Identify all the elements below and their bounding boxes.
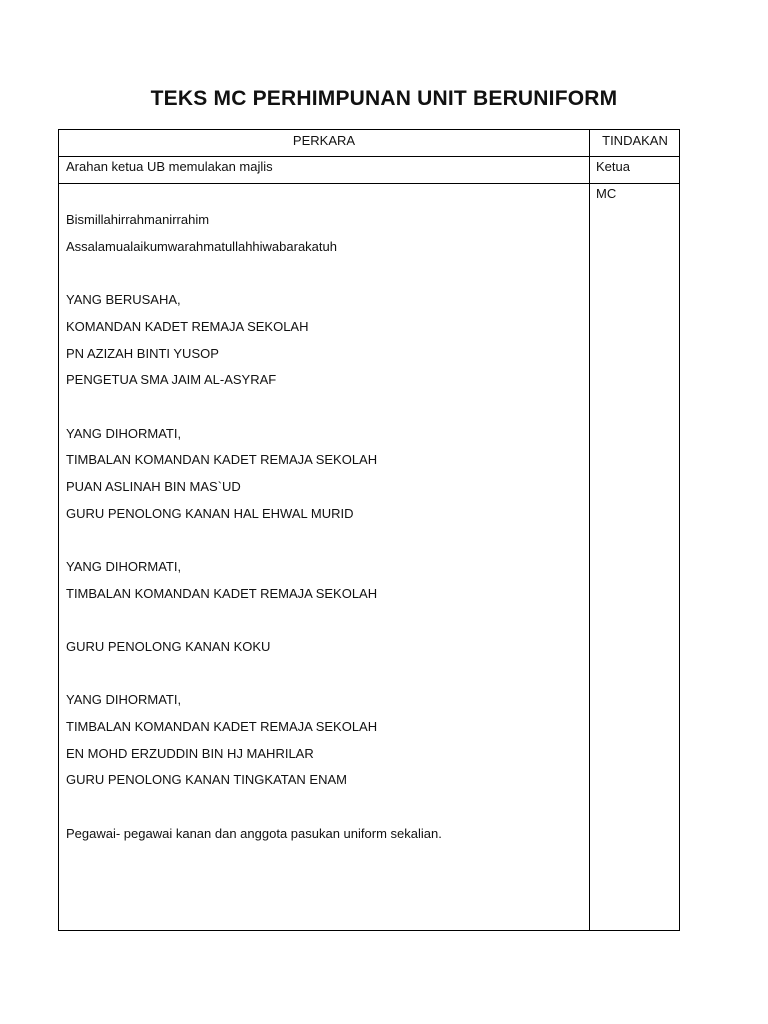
script-line-yang-dihormati-2: YANG DIHORMATI,	[66, 559, 182, 574]
script-line-gpk-tingkatan-enam: GURU PENOLONG KANAN TINGKATAN ENAM	[66, 772, 347, 787]
script-line-timbalan-1: TIMBALAN KOMANDAN KADET REMAJA SEKOLAH	[66, 452, 378, 467]
script-line-yang-dihormati-1: YANG DIHORMATI,	[66, 426, 182, 441]
header-perkara: PERKARA	[292, 133, 356, 148]
script-line-name-azizah: PN AZIZAH BINTI YUSOP	[66, 346, 219, 361]
script-line-timbalan-3: TIMBALAN KOMANDAN KADET REMAJA SEKOLAH	[66, 719, 378, 734]
script-line-pengetua: PENGETUA SMA JAIM AL-ASYRAF	[66, 372, 277, 387]
script-line-timbalan-2: TIMBALAN KOMANDAN KADET REMAJA SEKOLAH	[66, 586, 378, 601]
script-line-pegawai: Pegawai- pegawai kanan dan anggota pasukan uniform sekalian.	[66, 826, 442, 841]
script-line-gpk-koku: GURU PENOLONG KANAN KOKU	[66, 639, 271, 654]
row1-tindakan: Ketua	[596, 159, 630, 174]
row-divider	[59, 183, 679, 184]
mc-script-table	[58, 129, 680, 931]
script-line-gpk-hem: GURU PENOLONG KANAN HAL EHWAL MURID	[66, 506, 354, 521]
script-line-yang-dihormati-3: YANG DIHORMATI,	[66, 692, 182, 707]
script-line-name-aslinah: PUAN ASLINAH BIN MAS`UD	[66, 479, 241, 494]
column-divider	[589, 130, 590, 930]
header-divider	[59, 156, 679, 157]
row2-tindakan: MC	[596, 186, 617, 201]
script-line-name-erzuddin: EN MOHD ERZUDDIN BIN HJ MAHRILAR	[66, 746, 314, 761]
script-line-komandan: KOMANDAN KADET REMAJA SEKOLAH	[66, 319, 309, 334]
script-line-bismillah: Bismillahirrahmanirrahim	[66, 212, 210, 227]
page-title: TEKS MC PERHIMPUNAN UNIT BERUNIFORM	[150, 87, 618, 110]
header-tindakan: TINDAKAN	[602, 133, 668, 148]
script-line-salam: Assalamualaikumwarahmatullahhiwabarakatuh	[66, 239, 337, 254]
script-line-yang-berusaha: YANG BERUSAHA,	[66, 292, 181, 307]
row1-perkara: Arahan ketua UB memulakan majlis	[66, 159, 273, 174]
